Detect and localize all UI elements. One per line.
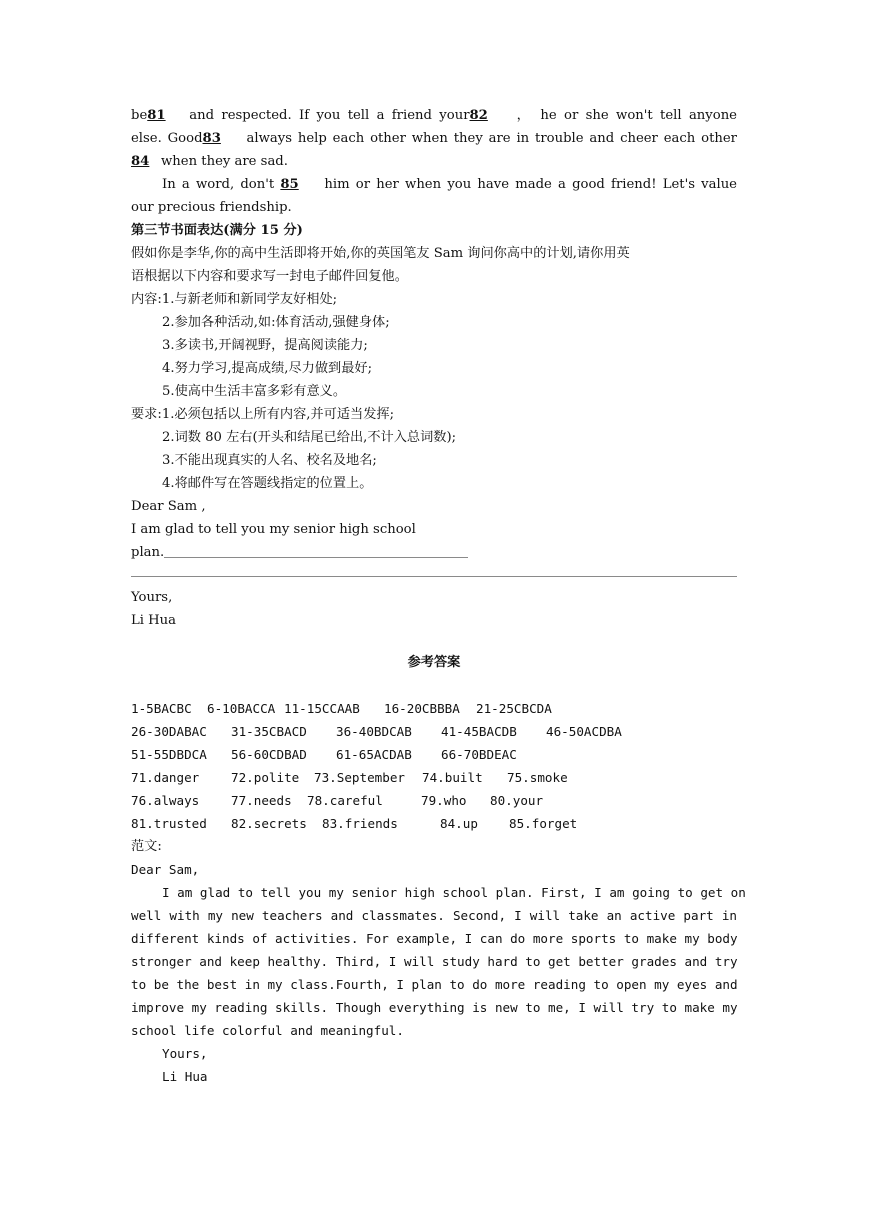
answer-rule bbox=[131, 576, 737, 577]
answer-row-4: 71.danger 72.polite 73.September 74.built 75.smoke bbox=[131, 770, 568, 785]
sample-signature: Li Hua bbox=[162, 1069, 208, 1084]
letter-closing: Yours, bbox=[131, 590, 173, 605]
sample-line: stronger and keep healthy. Third, I will study hard to get better grades and try bbox=[131, 954, 738, 969]
answer-row-6: 81.trusted 82.secrets 83.friends 84.up 85.forget bbox=[131, 816, 578, 831]
answer-line bbox=[164, 541, 468, 558]
sample-line: school life colorful and meaningful. bbox=[131, 1023, 404, 1038]
letter-signature: Li Hua bbox=[131, 613, 177, 628]
writing-heading: 第三节书面表达(满分 15 分) bbox=[131, 223, 303, 238]
blank-84: 84 bbox=[131, 154, 150, 169]
writing-prompt-2: 语根据以下内容和要求写一封电子邮件回复他。 bbox=[131, 269, 408, 284]
content-item: 5.使高中生活丰富多彩有意义。 bbox=[162, 384, 347, 399]
letter-greeting: Dear Sam , bbox=[131, 499, 206, 514]
sample-line: I am glad to tell you my senior high school plan. First, I am going to get on bbox=[162, 885, 746, 900]
cloze-line-1: be81 and respected. If you tell a friend your82 ， he or she won't tell anyone bbox=[131, 104, 737, 127]
cloze-line-5: our precious friendship. bbox=[131, 200, 292, 215]
blank-81: 81 bbox=[147, 108, 166, 123]
writing-prompt-1: 假如你是李华,你的高中生活即将开始,你的英国笔友 Sam 询问你高中的计划,请你用英 bbox=[131, 246, 630, 261]
letter-opening: I am glad to tell you my senior high school bbox=[131, 522, 416, 537]
cloze-line-2: else. Good83 always help each other when they are in trouble and cheer each other bbox=[131, 127, 737, 150]
answer-row-3: 51-55DBDCA 56-60CDBAD 61-65ACDAB 66-70BDEAC bbox=[131, 747, 517, 762]
sample-line: to be the best in my class.Fourth, I plan to do more reading to open my eyes and bbox=[131, 977, 738, 992]
blank-85: 85 bbox=[280, 177, 299, 192]
requirement-label: 要求:1.必须包括以上所有内容,并可适当发挥; bbox=[131, 407, 395, 422]
content-item: 2.参加各种活动,如:体育活动,强健身体; bbox=[162, 315, 390, 330]
answers-title: 参考答案 bbox=[407, 655, 461, 670]
sample-line: improve my reading skills. Though everything is new to me, I will try to make my bbox=[131, 1000, 738, 1015]
answer-row-2: 26-30DABAC 31-35CBACD 36-40BDCAB 41-45BACDB 46-50ACDBA bbox=[131, 724, 622, 739]
content-item: 4.努力学习,提高成绩,尽力做到最好; bbox=[162, 361, 373, 376]
requirement-item: 2.词数 80 左右(开头和结尾已给出,不计入总词数); bbox=[162, 430, 457, 445]
content-item: 3.多读书,开阔视野，提高阅读能力; bbox=[162, 338, 368, 353]
sample-greeting: Dear Sam, bbox=[131, 862, 200, 877]
answer-row-5: 76.always 77.needs 78.careful 79.who 80.your bbox=[131, 793, 544, 808]
answer-row-1: 1-5BACBC 6-10BACCA 11-15CCAAB 16-20CBBBA 21-25CBCDA bbox=[131, 701, 552, 716]
sample-label: 范文: bbox=[131, 839, 162, 854]
requirement-item: 4.将邮件写在答题线指定的位置上。 bbox=[162, 476, 373, 491]
blank-82: 82 bbox=[469, 108, 488, 123]
sample-line: well with my new teachers and classmates. Second, I will take an active part in bbox=[131, 908, 737, 923]
requirement-item: 3.不能出现真实的人名、校名及地名; bbox=[162, 453, 377, 468]
blank-83: 83 bbox=[202, 131, 221, 146]
cloze-line-4: In a word, don't 85 him or her when you have made a good friend! Let's value bbox=[162, 173, 737, 196]
sample-closing: Yours, bbox=[162, 1046, 208, 1061]
letter-plan-line: plan. bbox=[131, 541, 468, 564]
content-label: 内容:1.与新老师和新同学友好相处; bbox=[131, 292, 338, 307]
cloze-line-3: 84 when they are sad. bbox=[131, 150, 288, 173]
sample-line: different kinds of activities. For example, I can do more sports to make my body bbox=[131, 931, 738, 946]
